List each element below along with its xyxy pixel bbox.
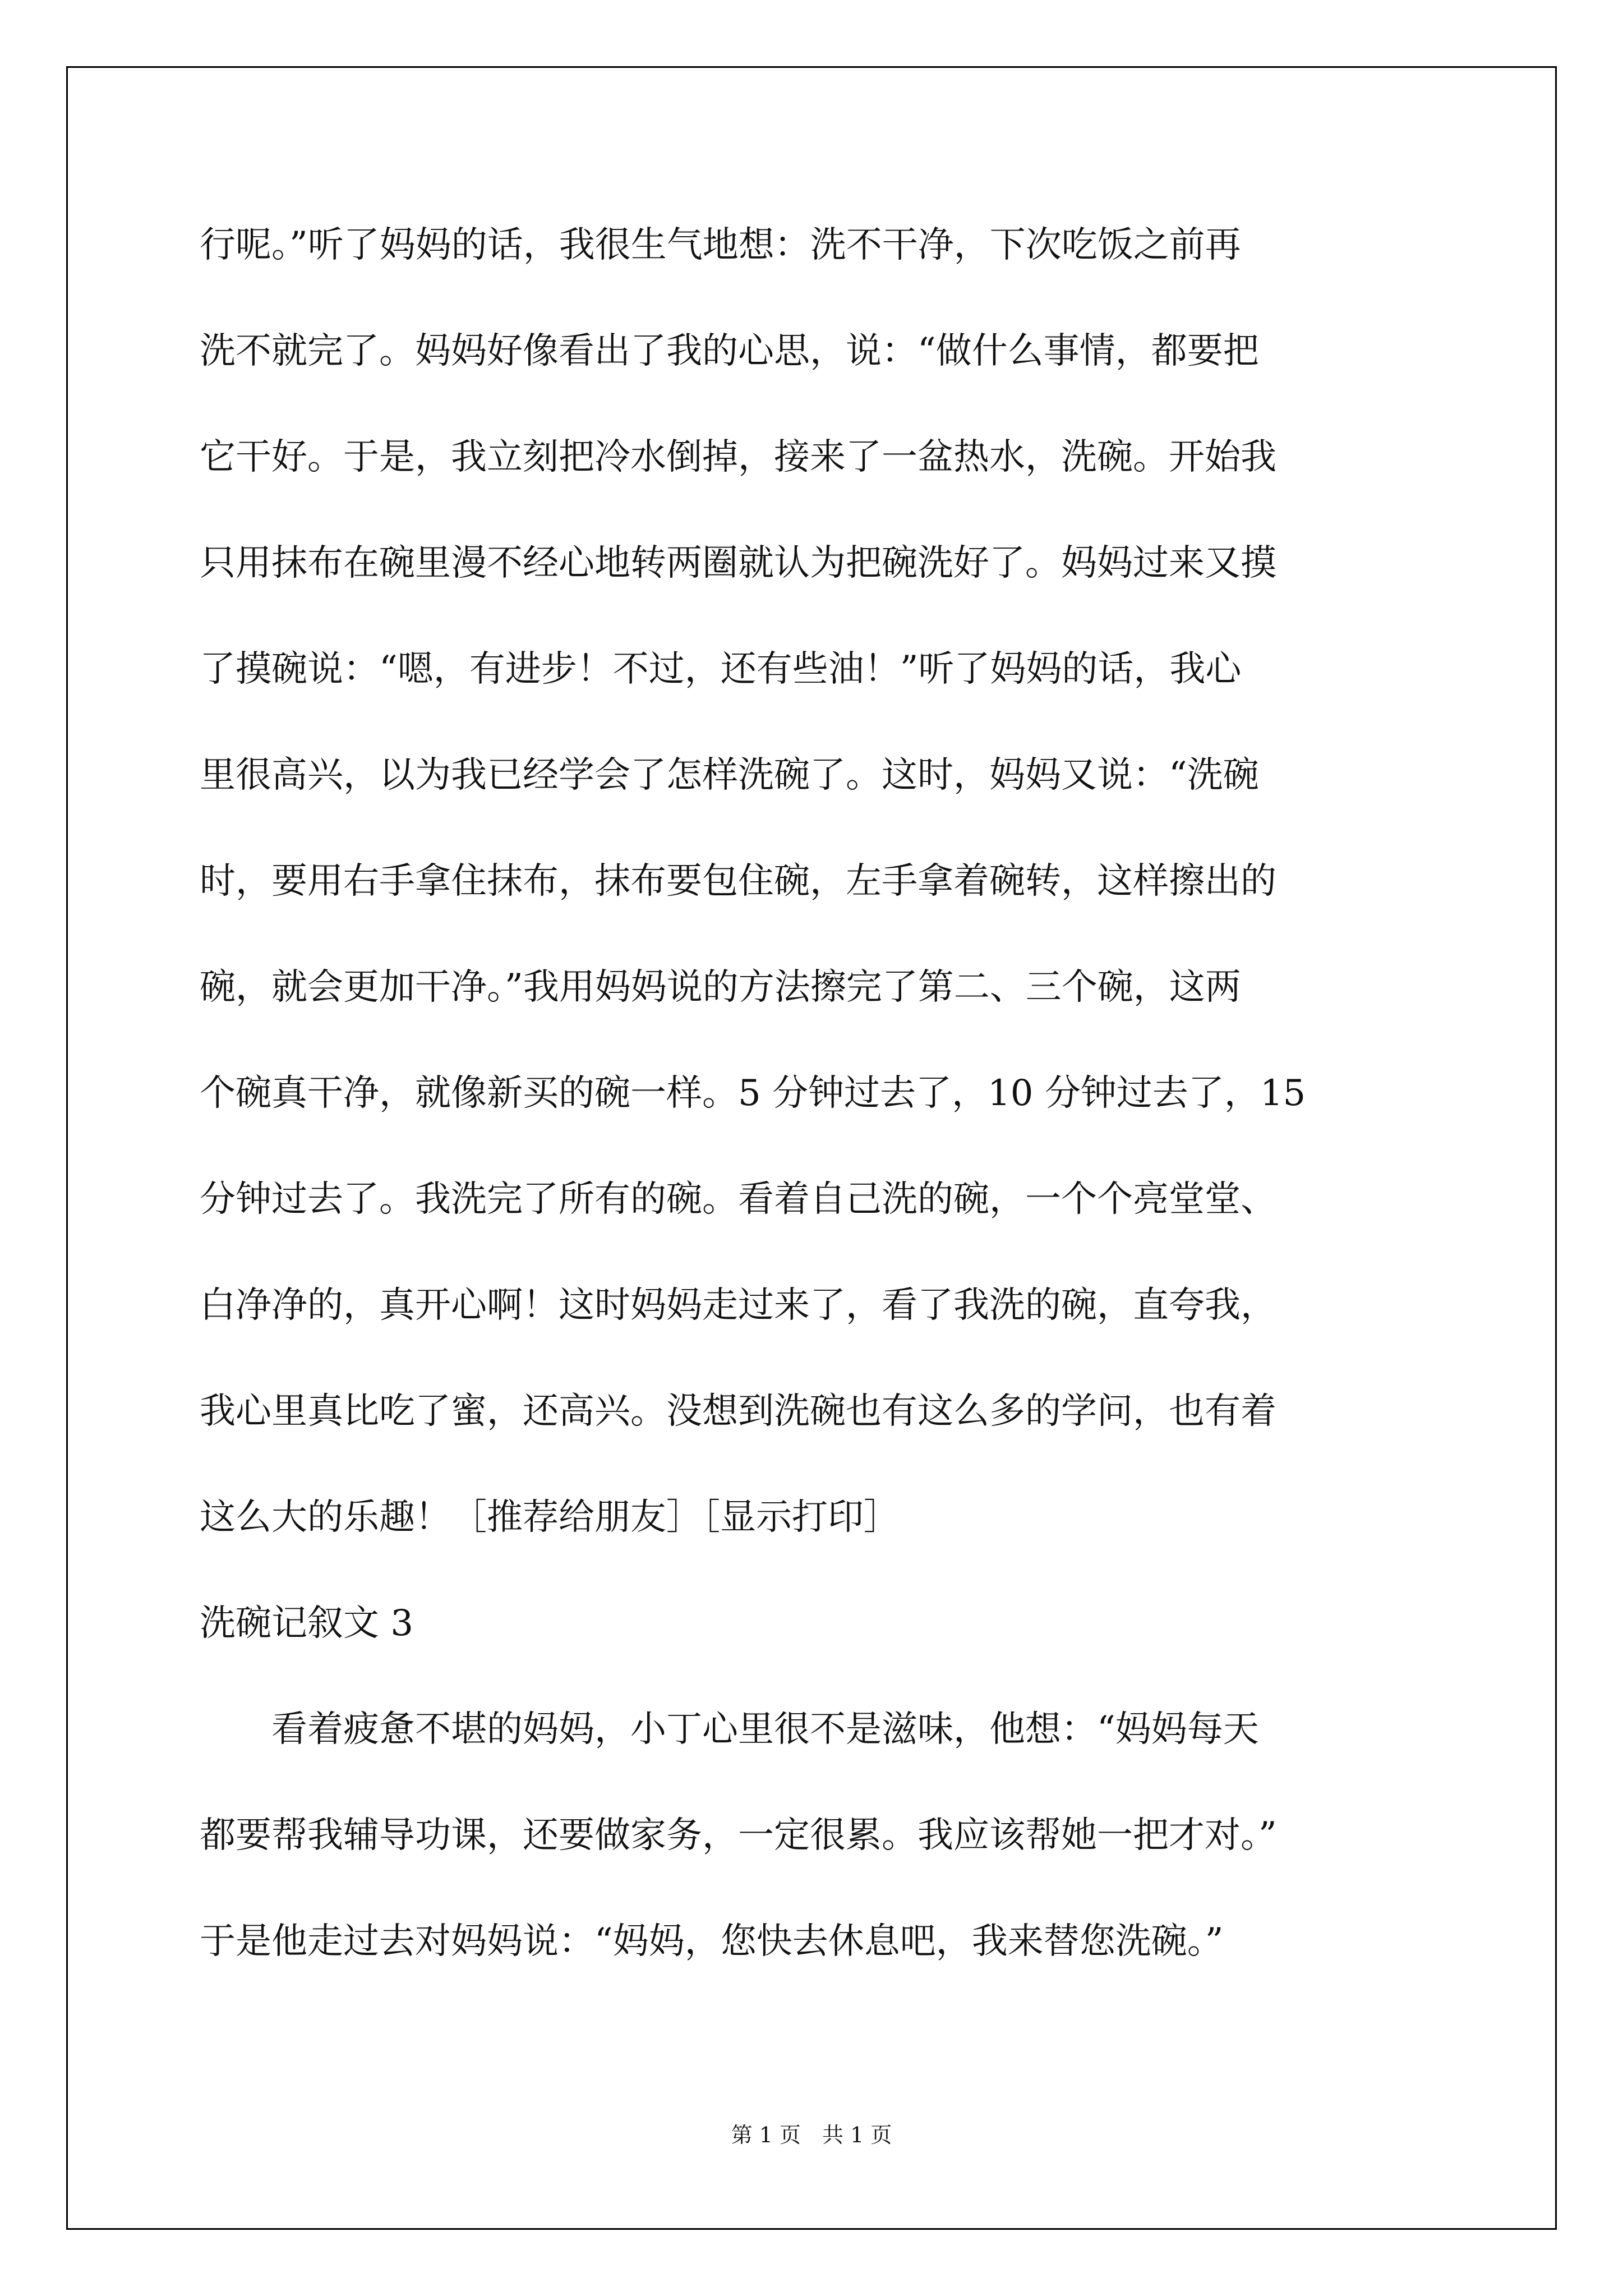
text-line: 时，要用右手拿住抹布，抹布要包住碗，左手拿着碗转，这样擦出的	[200, 861, 1276, 902]
text-line: 它干好。于是，我立刻把冷水倒掉，接来了一盆热水，洗碗。开始我	[200, 436, 1276, 478]
text-line: 这么大的乐趣！［推荐给朋友］［显示打印］	[200, 1497, 900, 1538]
text-line: 白净净的，真开心啊！这时妈妈走过来了，看了我洗的碗，直夸我，	[200, 1285, 1276, 1326]
text-line: 分钟过去了。我洗完了所有的碗。看着自己洗的碗，一个个亮堂堂、	[200, 1179, 1276, 1220]
text-line: 碗，就会更加干净。”我用妈妈说的方法擦完了第二、三个碗，这两	[200, 967, 1241, 1008]
text-line: 只用抹布在碗里漫不经心地转两圈就认为把碗洗好了。妈妈过来又摸	[200, 542, 1276, 584]
text-line: 都要帮我辅导功课，还要做家务，一定很累。我应该帮她一把才对。”	[200, 1815, 1277, 1856]
page-number-footer: 第 1 页 共 1 页	[731, 2123, 892, 2147]
text-line: 我心里真比吃了蜜，还高兴。没想到洗碗也有这么多的学问，也有着	[200, 1391, 1276, 1432]
page-border	[66, 66, 1557, 2230]
text-line: 了摸碗说：“嗯，有进步！不过，还有些油！”听了妈妈的话，我心	[200, 648, 1242, 690]
text-line: 行呢。”听了妈妈的话，我很生气地想：洗不干净，下次吃饭之前再	[200, 224, 1241, 266]
text-line: 个碗真干净，就像新买的碗一样。5 分钟过去了，10 分钟过去了，15	[200, 1073, 1306, 1114]
text-line: 看着疲惫不堪的妈妈，小丁心里很不是滋味，他想：“妈妈每天	[200, 1709, 1259, 1750]
text-line: 于是他走过去对妈妈说：“妈妈，您快去休息吧，我来替您洗碗。”	[200, 1921, 1224, 1962]
section-title: 洗碗记叙文 3	[200, 1603, 414, 1644]
text-line: 洗不就完了。妈妈好像看出了我的心思，说：“做什么事情，都要把	[200, 330, 1259, 372]
text-line: 里很高兴，以为我已经学会了怎样洗碗了。这时，妈妈又说：“洗碗	[200, 754, 1259, 796]
